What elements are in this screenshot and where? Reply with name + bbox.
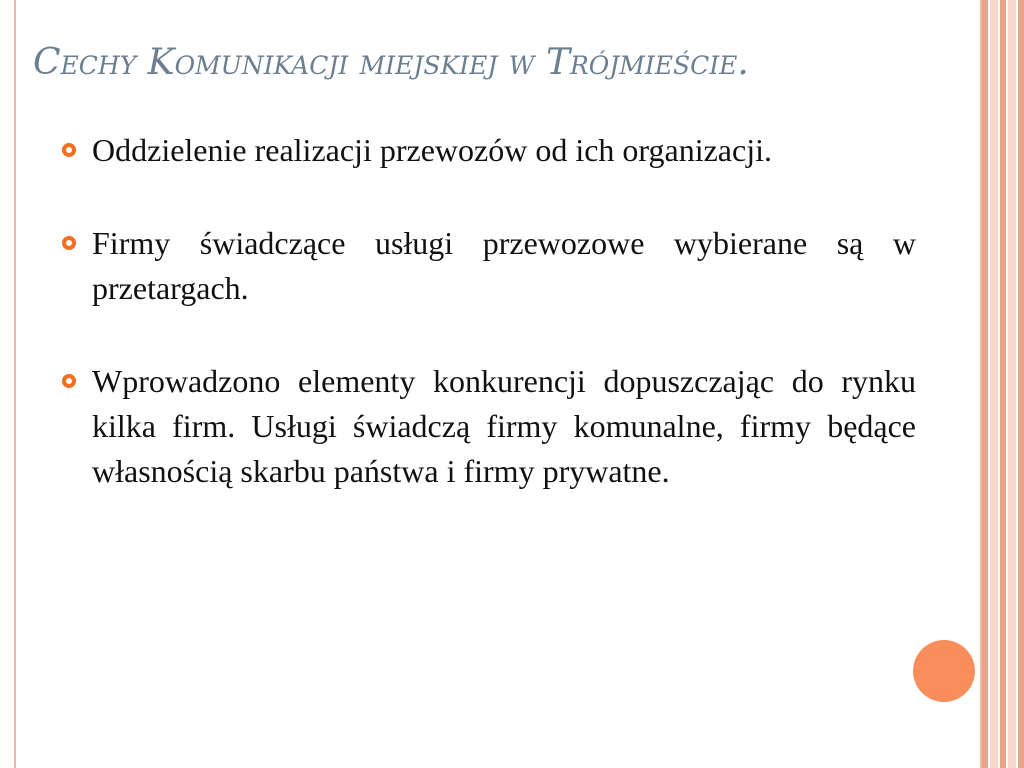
right-decorative-stripes bbox=[982, 0, 1024, 768]
bullet-icon bbox=[62, 374, 76, 388]
bullet-icon bbox=[62, 143, 76, 157]
list-item bbox=[62, 128, 916, 173]
bullet-text: Firmy świadczące usługi przewozowe wybierane są w przetargach. bbox=[92, 225, 916, 306]
page-title: Cechy Komunikacji miejskiej w Trójmieście. bbox=[33, 42, 749, 83]
stripe-2 bbox=[990, 0, 998, 768]
stripe-3 bbox=[1000, 0, 1006, 768]
list-item bbox=[62, 221, 916, 311]
accent-circle bbox=[913, 640, 975, 702]
stripe-5 bbox=[1018, 0, 1024, 768]
bullet-text: Oddzielenie realizacji przewozów od ich organizacji. bbox=[92, 132, 772, 168]
stripe-1 bbox=[982, 0, 988, 768]
bullet-list bbox=[62, 128, 916, 542]
stripe-4 bbox=[1008, 0, 1016, 768]
list-item bbox=[62, 359, 916, 494]
bullet-text: Wprowadzono elementy konkurencji dopuszczając do rynku kilka firm. Usługi świadczą firmy komunalne, firmy będące własnością skarbu państwa i firmy prywatne. bbox=[92, 363, 916, 489]
bullet-icon bbox=[62, 236, 76, 250]
